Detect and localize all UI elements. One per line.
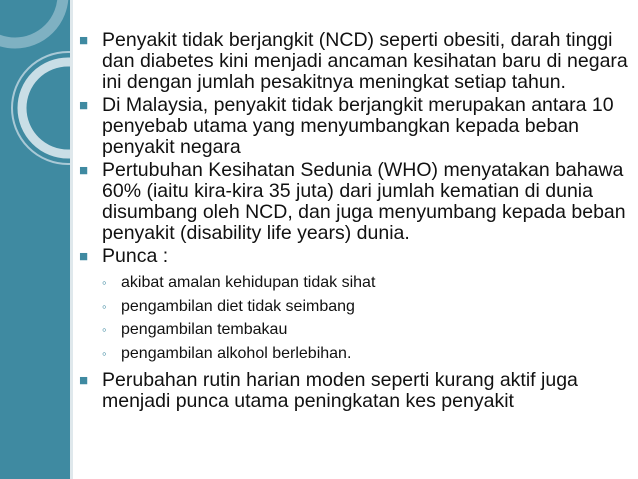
bullet-icon: ■ <box>79 32 89 49</box>
sub-bullet-icon: ◦ <box>102 275 107 290</box>
sub-bullet-icon: ◦ <box>102 322 107 337</box>
bullet-text: Perubahan rutin harian moden seperti kurang aktif juga menjadi punca utama peningkatan kes penyakit <box>102 369 578 412</box>
sub-bullet-text: pengambilan tembakau <box>121 321 288 338</box>
sub-bullet-icon: ◦ <box>102 298 107 314</box>
bullet-icon: ■ <box>79 97 89 114</box>
bullet-item <box>76 246 632 267</box>
sub-bullet-text: pengambilan alkohol berlebihan. <box>121 344 352 362</box>
bullet-text: Penyakit tidak berjangkit (NCD) seperti obesiti, darah tinggi dan diabetes kini menjadi ancaman kesihatan baru di negara ini dengan jumlah pesakitnya meningkat setiap tahun. <box>102 29 628 93</box>
bullet-text: Di Malaysia, penyakit tidak berjangkit merupakan antara 10 penyebab utama yang menyumbangkan kepada beban penyakit negara <box>102 94 614 158</box>
sub-bullet-list <box>76 271 632 365</box>
decorative-side-band <box>0 0 70 479</box>
bullet-icon: ■ <box>79 162 89 179</box>
slide-body <box>76 30 632 414</box>
side-divider-line <box>70 0 73 479</box>
bullet-text: Pertubuhan Kesihatan Sedunia (WHO) menyatakan bahawa 60% (iaitu kira-kira 35 juta) dari jumlah kematian di dunia disumbang oleh NCD, dan juga menyumbang kepada beban penyakit (disability life years) dunia. <box>102 159 626 244</box>
bullet-icon: ■ <box>79 248 89 265</box>
sub-bullet-item <box>76 342 632 366</box>
sub-bullet-item <box>76 271 632 295</box>
bullet-item <box>76 30 632 93</box>
bullet-item <box>76 160 632 244</box>
sub-bullet-icon: ◦ <box>102 345 107 361</box>
bullet-text: Punca : <box>102 245 169 267</box>
bullet-item <box>76 95 632 158</box>
sub-bullet-item <box>76 295 632 319</box>
sub-bullet-text: pengambilan diet tidak seimbang <box>121 297 355 315</box>
sub-bullet-item <box>76 318 632 342</box>
bullet-item <box>76 370 632 412</box>
bullet-icon: ■ <box>79 372 89 389</box>
sub-bullet-text: akibat amalan kehidupan tidak sihat <box>121 274 376 291</box>
decorative-circles-graphic <box>0 0 70 479</box>
